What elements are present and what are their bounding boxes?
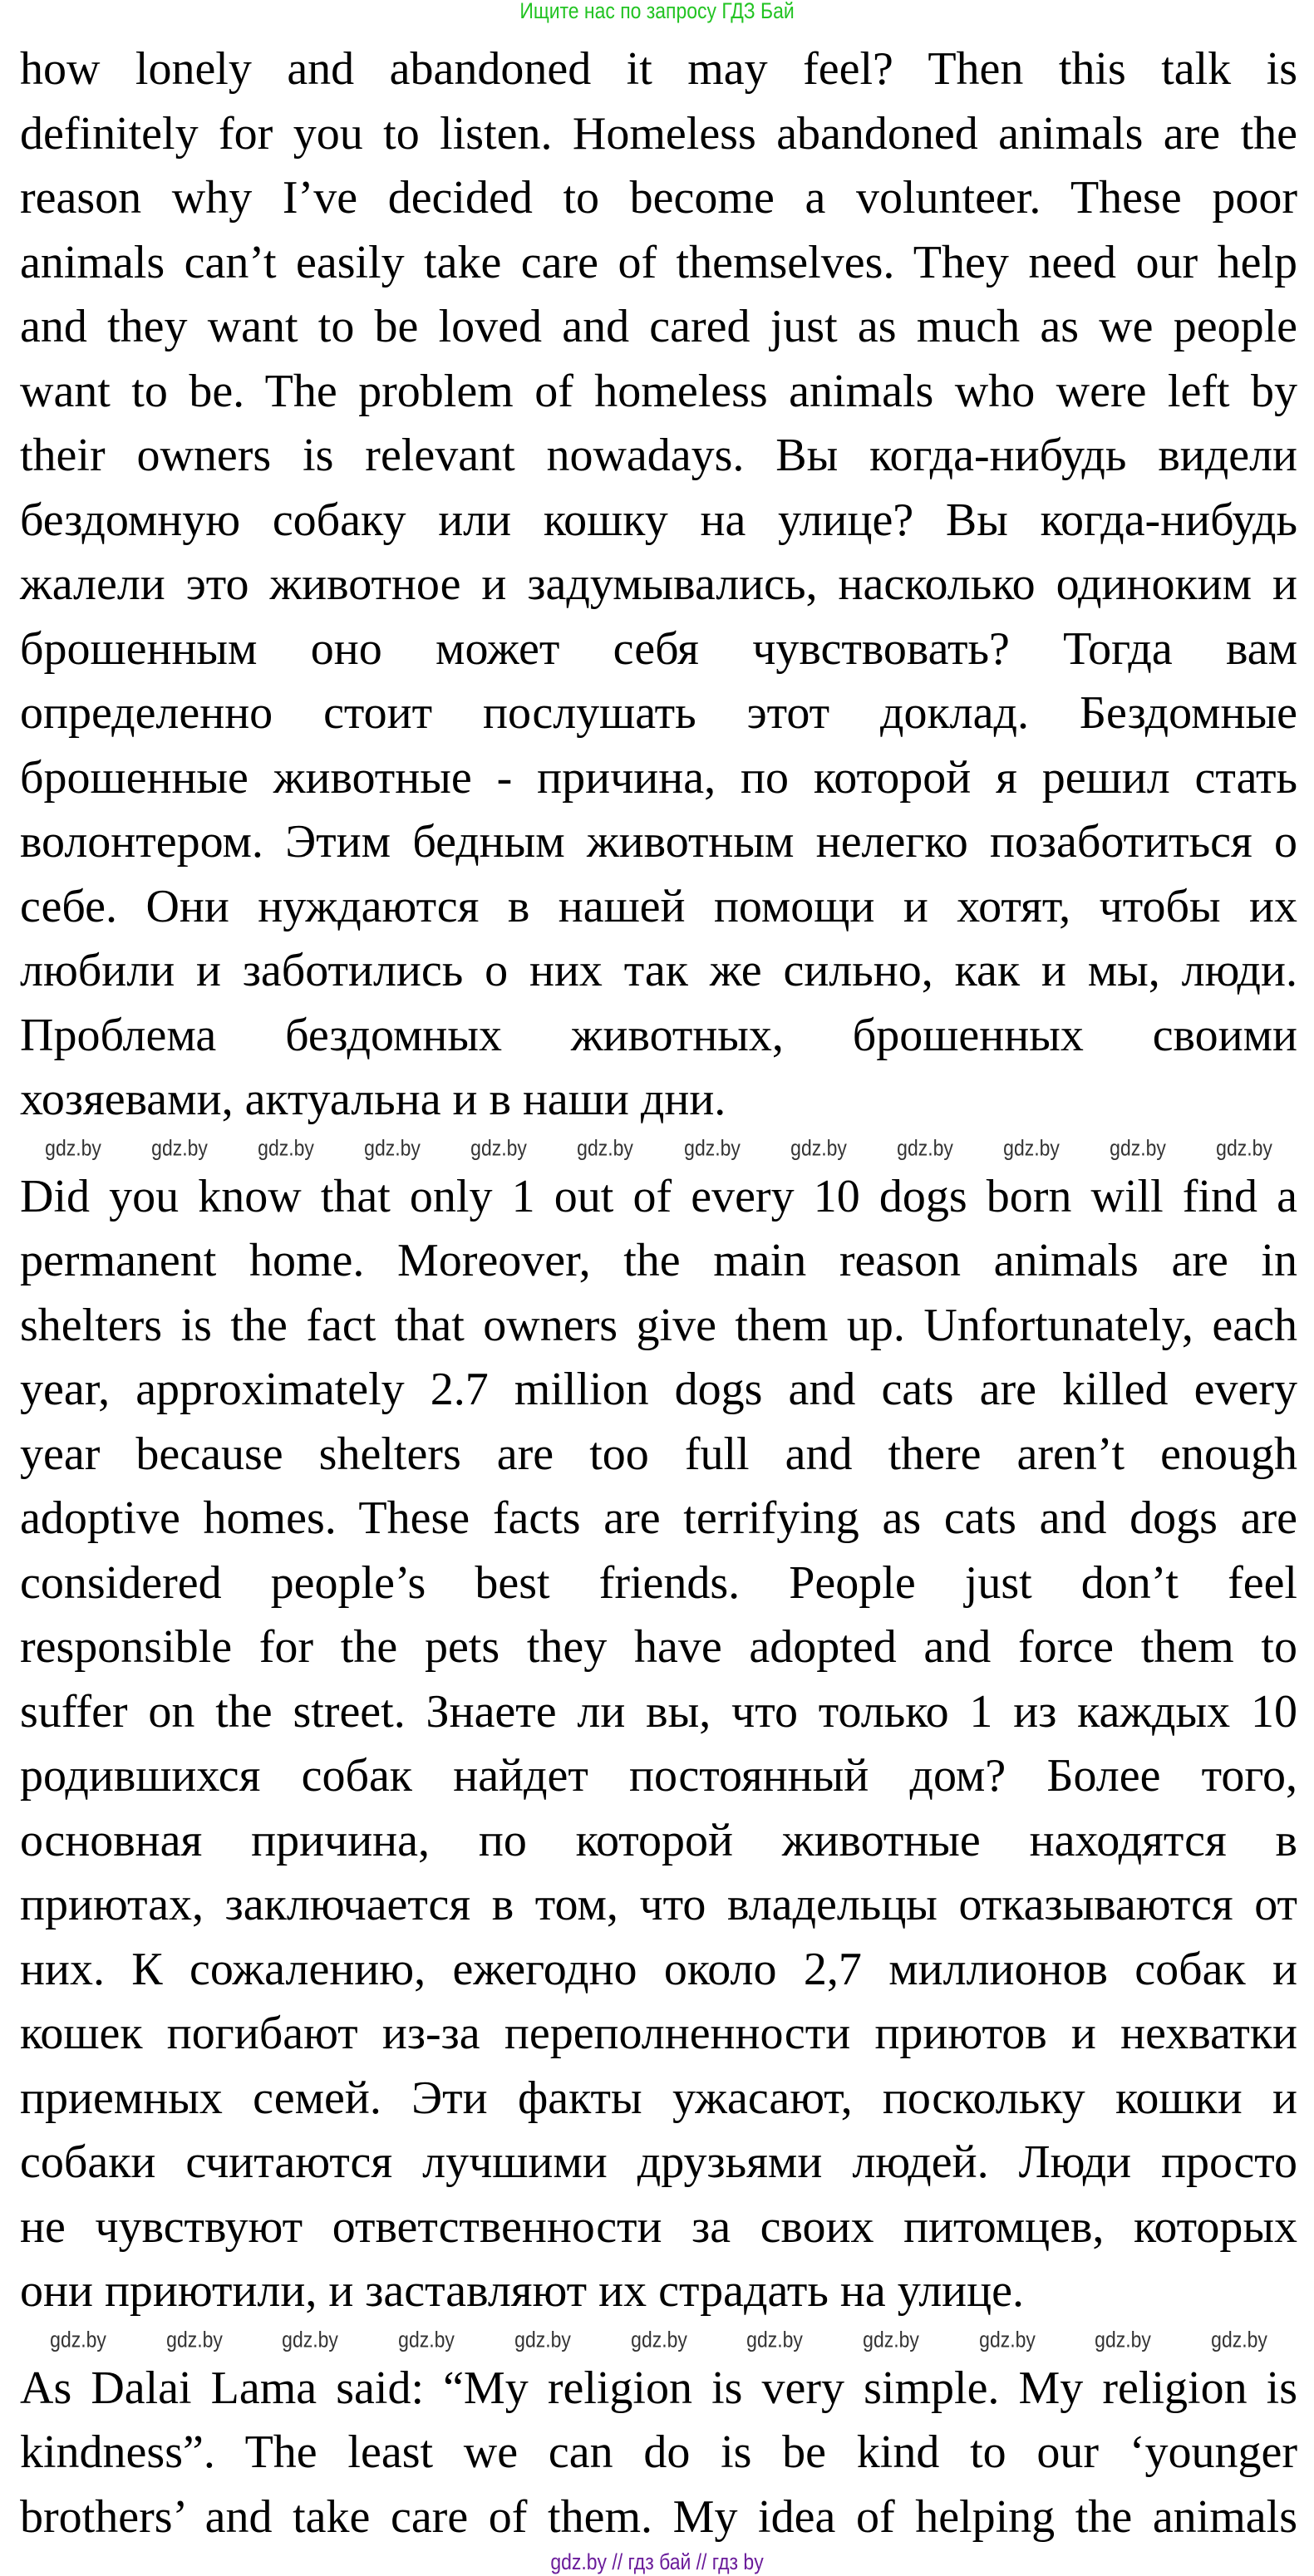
text-line: kindness”. The least we can do is be kind to our ‘younger — [20, 2426, 1297, 2478]
text-line: animals can’t easily take care of themselves. They need our help — [20, 236, 1297, 288]
watermark: gdz.by — [683, 1135, 741, 1161]
text-line: reason why I’ve decided to become a volunteer. These poor — [20, 172, 1297, 224]
text-line: собаки считаются лучшими друзьями людей. Люди просто — [20, 2136, 1297, 2188]
text-line: бездомную собаку или кошку на улице? Вы когда-нибудь — [20, 494, 1297, 546]
text-line: Did you know that only 1 out of every 10 dogs born will find a — [20, 1170, 1297, 1222]
text-line: suffer on the street. Знаете ли вы, что только 1 из каждых 10 — [20, 1685, 1297, 1738]
watermark: gdz.by — [790, 1135, 847, 1161]
text-line: любили и заботились о них так же сильно, как и мы, люди. — [20, 945, 1297, 996]
text-line: permanent home. Moreover, the main reason animals are in — [20, 1235, 1297, 1286]
watermark: gdz.by — [364, 1135, 421, 1161]
text-line: жалели это животное и задумывались, насколько одиноким и — [20, 558, 1297, 610]
text-line: приемных семей. Эти факты ужасают, поскольку кошки и — [20, 2072, 1297, 2124]
watermark: gdz.by — [470, 1135, 528, 1161]
text-line: не чувствуют ответственности за своих питомцев, которых — [20, 2200, 1297, 2253]
text-line: брошенные животные - причина, по которой я решил стать — [20, 751, 1297, 804]
watermark: gdz.by — [50, 2327, 106, 2352]
text-line: родившихся собак найдет постоянный дом? Более того, — [20, 1750, 1297, 1802]
text-line: responsible for the pets they have adopted and force them to — [20, 1621, 1297, 1673]
text-line: shelters is the fact that owners give them up. Unfortunately, each — [20, 1299, 1297, 1351]
watermark: gdz.by — [1110, 1135, 1166, 1161]
text-line: волонтером. Этим бедным животным нелегко позаботиться о — [20, 816, 1297, 868]
text-line: year, approximately 2.7 million dogs and cats are killed every — [20, 1364, 1297, 1415]
text-line: their owners is relevant nowadays. Вы когда-нибудь видели — [20, 430, 1297, 481]
text-line: adoptive homes. These facts are terrifying as cats and dogs are — [20, 1492, 1297, 1544]
watermark: gdz.by — [746, 2327, 804, 2352]
text-line: how lonely and abandoned it may feel? Then this talk is — [20, 43, 1297, 95]
text-line: year because shelters are too full and there aren’t enough — [20, 1428, 1297, 1480]
watermark: gdz.by — [1002, 1135, 1060, 1161]
text-line: себе. Они нуждаются в нашей помощи и хотят, чтобы их — [20, 880, 1297, 932]
header-banner: Ищите нас по запросу ГДЗ Бай — [519, 0, 795, 23]
watermark: gdz.by — [978, 2327, 1036, 2352]
watermark: gdz.by — [514, 2327, 571, 2352]
watermark: gdz.by — [630, 2327, 687, 2352]
text-line: основная причина, по которой животные находятся в — [20, 1814, 1297, 1866]
watermark: gdz.by — [258, 1135, 315, 1161]
watermark: gdz.by — [1095, 2327, 1152, 2352]
watermark: gdz.by — [282, 2327, 339, 2352]
text-line: определенно стоит послушать этот доклад. Бездомные — [20, 687, 1297, 739]
text-line: want to be. The problem of homeless animals who were left by — [20, 365, 1297, 417]
watermark: gdz.by — [577, 1135, 634, 1161]
text-line: приютах, заключается в том, что владельцы отказываются от — [20, 1879, 1297, 1930]
text-line: них. К сожалению, ежегодно около 2,7 миллионов собак и — [20, 1943, 1297, 1995]
watermark: gdz.by — [1216, 1135, 1272, 1161]
text-line: хозяевами, актуальна и в наши дни. — [20, 1074, 726, 1125]
text-line: brothers’ and take care of them. My idea of helping the animals — [20, 2490, 1297, 2543]
watermark: gdz.by — [151, 1135, 208, 1161]
text-line: considered people’s best friends. People just don’t feel — [20, 1556, 1297, 1609]
text-line: and they want to be loved and cared just as much as we people — [20, 301, 1297, 352]
text-line: definitely for you to listen. Homeless abandoned animals are the — [20, 107, 1297, 160]
text-line: Проблема бездомных животных, брошенных своими — [20, 1009, 1297, 1061]
text-line: брошенным оно может себя чувствовать? Тогда вам — [20, 622, 1297, 675]
watermark: gdz.by — [863, 2327, 919, 2352]
text-line: они приютили, и заставляют их страдать на улице. — [20, 2265, 1024, 2317]
watermark: gdz.by — [165, 2327, 223, 2352]
watermark: gdz.by — [896, 1135, 953, 1161]
watermark: gdz.by — [398, 2327, 455, 2352]
watermark: gdz.by — [45, 1135, 101, 1161]
text-line: As Dalai Lama said: “My religion is very simple. My religion is — [20, 2362, 1297, 2414]
watermark: gdz.by — [1211, 2327, 1267, 2352]
footer-banner: gdz.by // гдз бай // гдз by — [550, 2549, 764, 2574]
text-line: кошек погибают из-за переполненности приютов и нехватки — [20, 2008, 1297, 2059]
